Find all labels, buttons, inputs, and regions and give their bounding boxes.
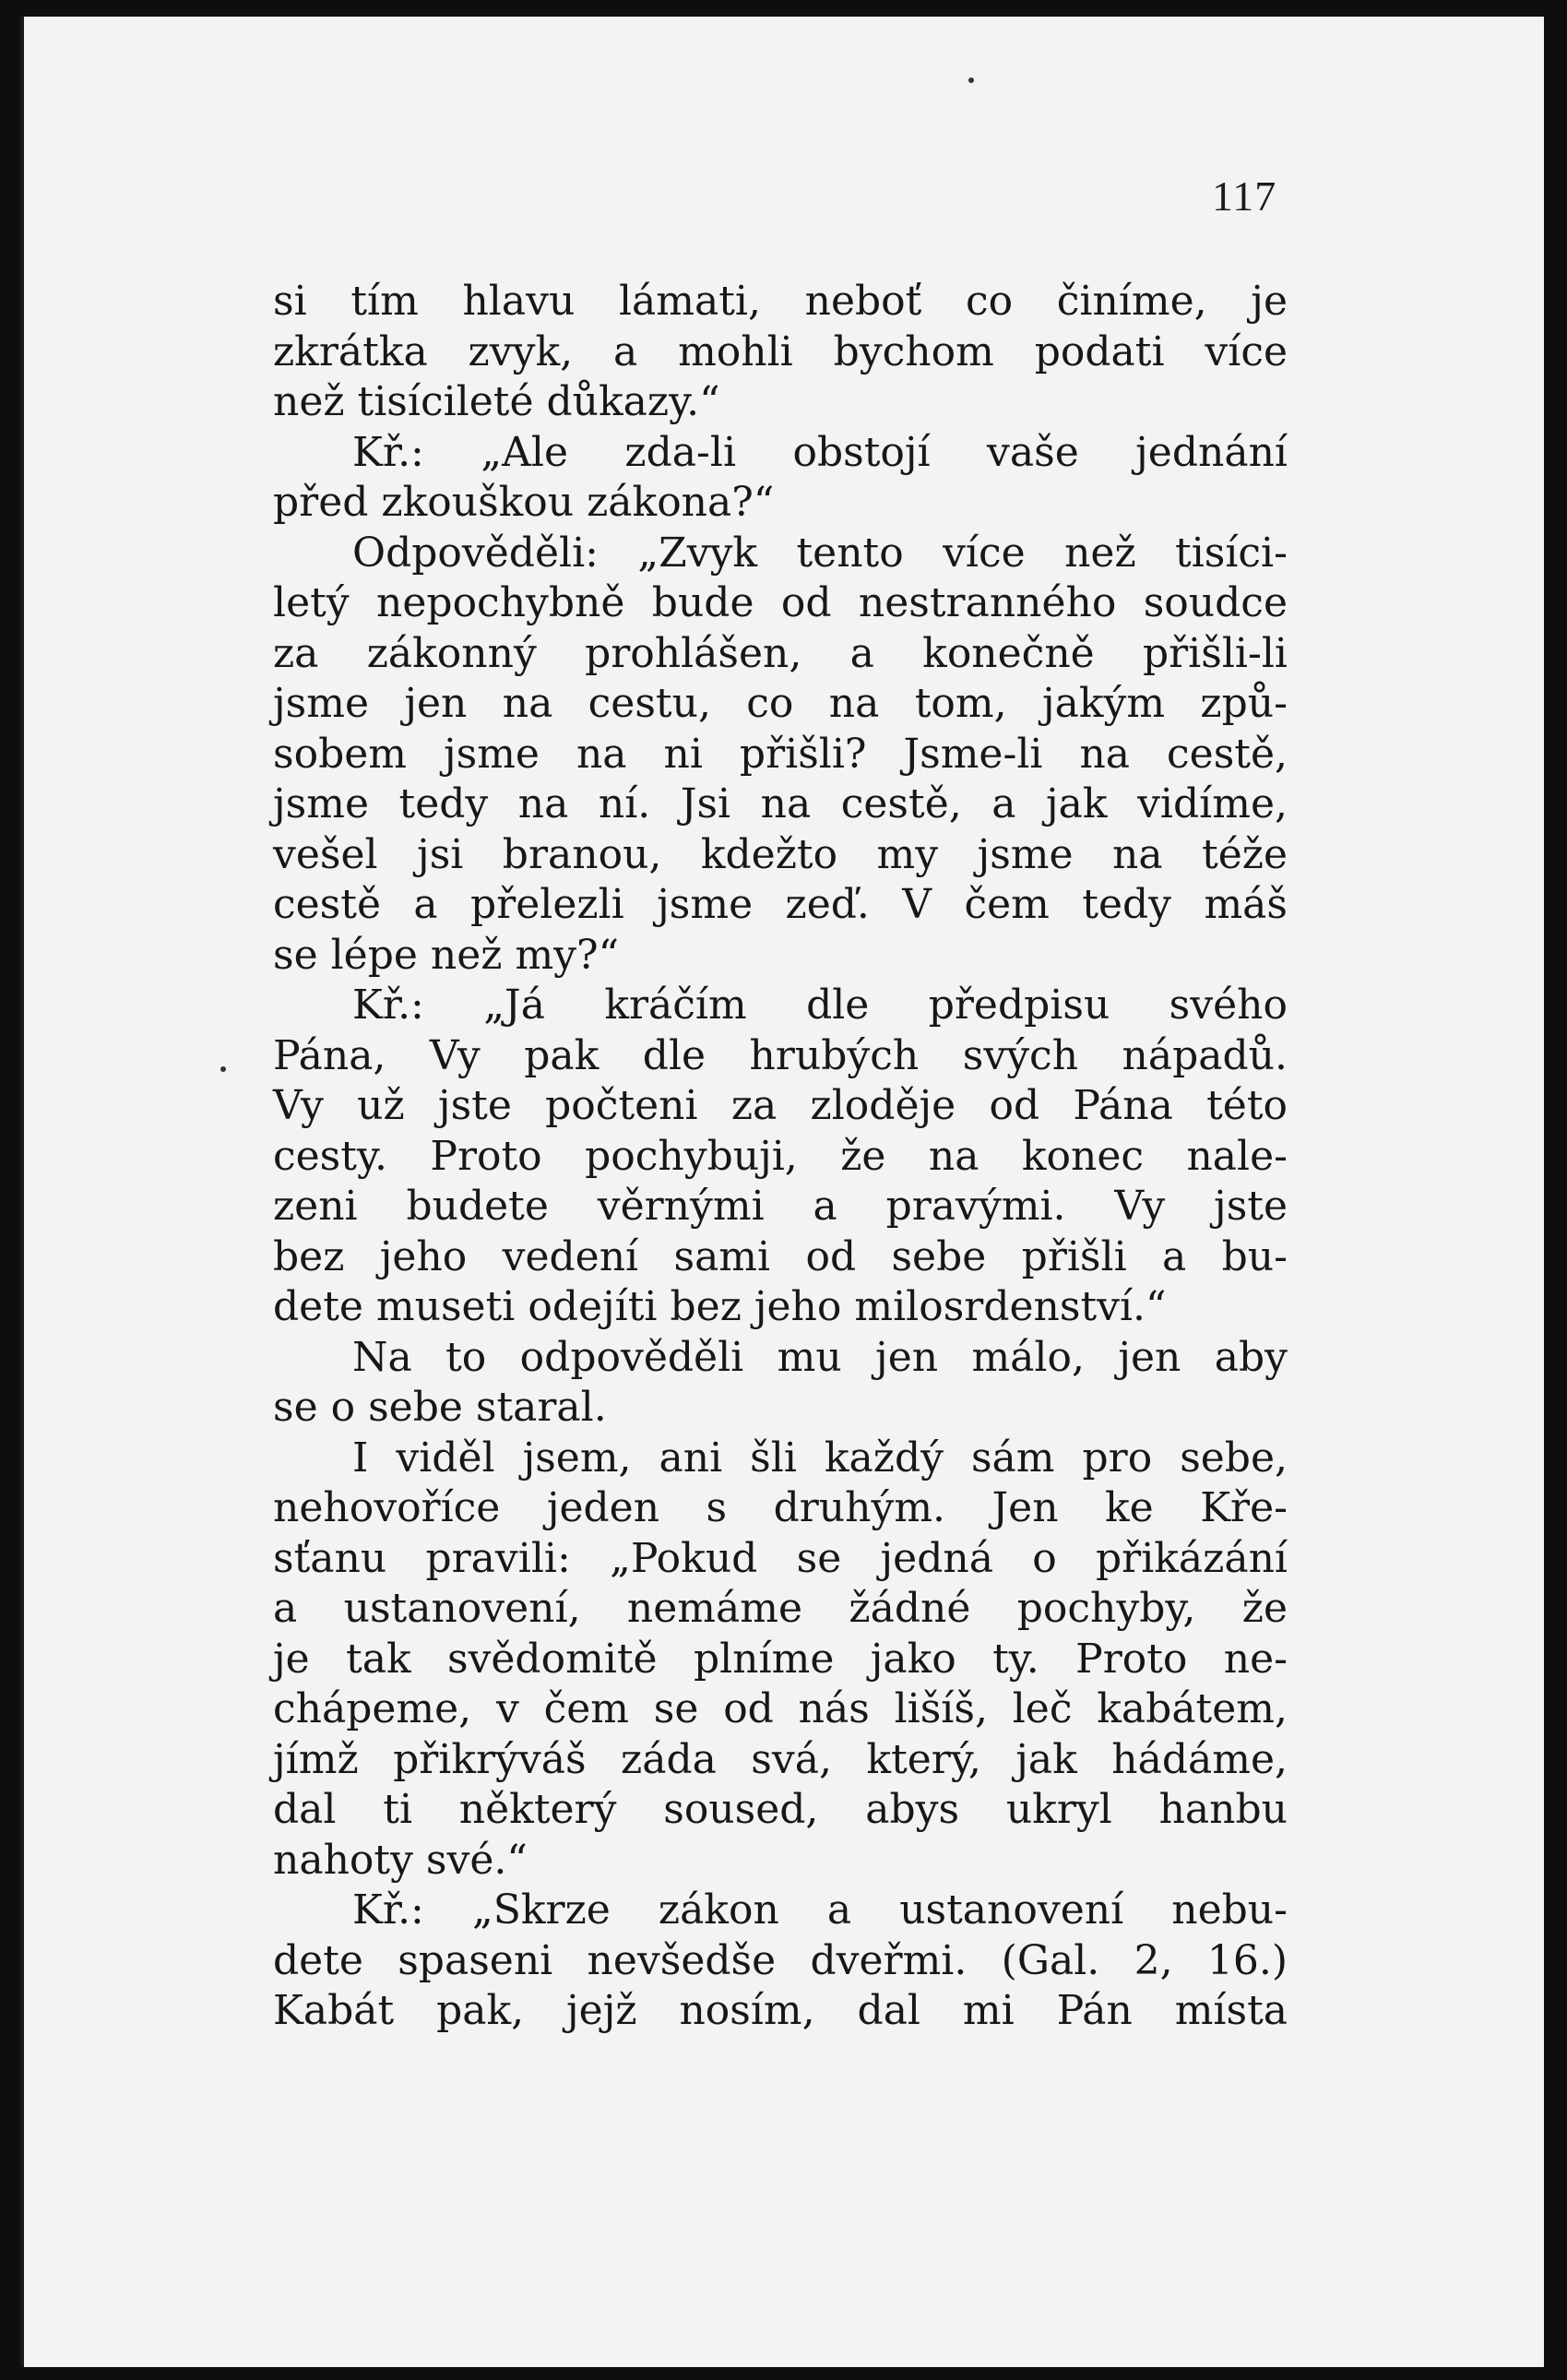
text-line: chápeme, v čem se od nás lišíš, leč kabátem, [273,1685,1288,1732]
text-line: dete spaseni nevšedše dveřmi. (Gal. 2, 16.) [273,1936,1288,1984]
text-line: vešel jsi branou, kdežto my jsme na téže [273,830,1288,878]
text-line: před zkouškou zákona?“ [273,479,775,526]
text-line: dete museti odejíti bez jeho milosrdenství.“ [273,1283,1167,1330]
book-page [20,17,1544,2367]
text-line: nahoty své.“ [273,1836,528,1884]
text-line: zeni budete věrnými a pravými. Vy jste [273,1183,1288,1230]
text-line: Na to odpověděli mu jen málo, jen aby [352,1333,1288,1381]
text-line: a ustanovení, nemáme žádné pochyby, že [273,1585,1288,1632]
text-line: sobem jsme na ni přišli? Jsme-li na cestě, [273,730,1288,778]
text-line: jsme tedy na ní. Jsi na cestě, a jak vidíme, [273,780,1288,827]
text-line: si tím hlavu lámati, neboť co činíme, je [273,278,1288,325]
page-number: 117 [1212,173,1277,220]
text-line: bez jeho vedení sami od sebe přišli a bu- [273,1232,1288,1280]
text-line: Kř.: „Skrze zákon a ustanovení nebu- [352,1886,1288,1934]
text-line: dal ti některý soused, abys ukryl hanbu [273,1786,1288,1833]
text-line: nehovoříce jeden s druhým. Jen ke Kře- [273,1484,1288,1531]
page-body-text [273,277,1288,2037]
text-line: cesty. Proto pochybuji, že na konec nale- [273,1132,1288,1180]
paper-speck [220,1066,226,1072]
text-line: Kř.: „Já kráčím dle předpisu svého [352,982,1288,1029]
text-line: zkrátka zvyk, a mohli bychom podati více [273,327,1288,375]
text-line: Pána, Vy pak dle hrubých svých nápadů. [273,1031,1288,1079]
text-line: jsme jen na cestu, co na tom, jakým způ- [273,680,1288,727]
text-line: než tisícileté důkazy.“ [273,378,720,425]
text-line: Odpověděli: „Zvyk tento více než tisíci- [352,529,1288,577]
text-line: jímž přikrýváš záda svá, který, jak hádáme, [273,1735,1288,1783]
text-line: sťanu pravili: „Pokud se jedná o přikázání [273,1534,1288,1582]
text-line: Kř.: „Ale zda-li obstojí vaše jednání [352,428,1288,476]
text-line: je tak svědomitě plníme jako ty. Proto ne- [273,1635,1288,1683]
text-line: letý nepochybně bude od nestranného soudce [273,579,1288,626]
text-line: cestě a přelezli jsme zeď. V čem tedy máš [273,881,1288,928]
text-line: za zákonný prohlášen, a konečně přišli-li [273,629,1288,677]
paper-speck [968,77,974,83]
text-line: se o sebe staral. [273,1384,607,1431]
text-line: Kabát pak, jejž nosím, dal mi Pán místa [273,1987,1288,2034]
text-line: I viděl jsem, ani šli každý sám pro sebe, [352,1434,1288,1482]
text-line: se lépe než my?“ [273,931,620,979]
text-line: Vy už jste počteni za zloděje od Pána této [273,1082,1288,1129]
